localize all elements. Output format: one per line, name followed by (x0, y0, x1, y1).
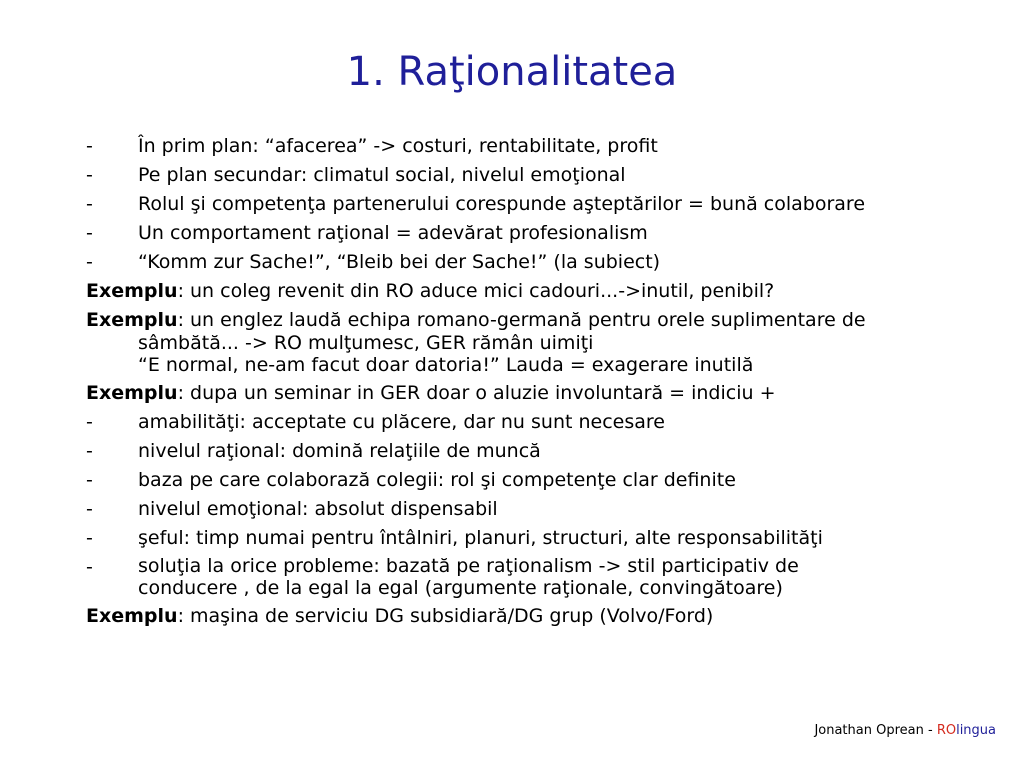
bullet-text: baza pe care colaborază colegii: rol şi competenţe clar definite (138, 469, 736, 491)
bullet-text: şeful: timp numai pentru întâlniri, planuri, structuri, alte responsabilităţi (138, 527, 823, 549)
footer-author: Jonathan Oprean - (814, 723, 937, 738)
bullet-item (86, 497, 986, 521)
bullet-text: amabilităţi: acceptate cu plăcere, dar nu sunt necesare (138, 411, 665, 433)
bullet-dash: - (86, 222, 93, 244)
example-paragraph (86, 381, 986, 405)
example-keyword: Exemplu (86, 309, 178, 331)
bullet-item (86, 410, 986, 434)
bullet-dash: - (86, 411, 93, 433)
bullet-text: nivelul emoţional: absolut dispensabil (138, 498, 498, 520)
bullet-dash: - (86, 251, 93, 273)
example-text: : dupa un seminar in GER doar o aluzie involuntară = indiciu + (177, 382, 776, 404)
bullet-text-continuation: conducere , de la egal la egal (argumente raţionale, convingătoare) (138, 577, 783, 599)
bullet-text: soluţia la orice probleme: bazată pe raţionalism -> stil participativ de (138, 555, 799, 577)
bullet-dash: - (86, 135, 93, 157)
example-keyword: Exemplu (86, 280, 178, 302)
bullet-item (86, 221, 986, 245)
bullet-dash: - (86, 498, 93, 520)
bullet-dash: - (86, 527, 93, 549)
example-keyword: Exemplu (86, 382, 178, 404)
bullet-text: nivelul raţional: domină relaţiile de muncă (138, 440, 541, 462)
bullet-dash: - (86, 193, 93, 215)
bullet-item (86, 526, 986, 550)
example-quote: “E normal, ne-am facut doar datoria!” Lauda = exagerare inutilă (138, 354, 754, 376)
bullet-text: Un comportament raţional = adevărat profesionalism (138, 222, 648, 244)
bullet-item (86, 163, 986, 187)
bullet-dash: - (86, 164, 93, 186)
bullet-text: În prim plan: “afacerea” -> costuri, rentabilitate, profit (138, 135, 658, 157)
example-paragraph (86, 279, 986, 303)
example-text: : un coleg revenit din RO aduce mici cadouri...->inutil, penibil? (177, 280, 775, 302)
example-keyword: Exemplu (86, 605, 178, 627)
bullet-text: Rolul şi competenţa partenerului corespunde aşteptărilor = bună colaborare (138, 193, 866, 215)
bullet-item (86, 468, 986, 492)
example-text-continuation: sâmbătă... -> RO mulţumesc, GER rămân uimiţi (138, 332, 594, 354)
slide-content (86, 134, 986, 633)
bullet-dash: - (86, 440, 93, 462)
bullet-item (86, 439, 986, 463)
footer-credit (814, 722, 996, 740)
bullet-item (86, 192, 986, 216)
slide-title: 1. Raţionalitatea (346, 49, 678, 95)
example-text: : maşina de serviciu DG subsidiară/DG grup (Volvo/Ford) (177, 605, 714, 627)
bullet-item (86, 555, 986, 599)
footer-brand-lingua: lingua (956, 723, 996, 738)
bullet-text: Pe plan secundar: climatul social, nivelul emoţional (138, 164, 626, 186)
bullet-item (86, 250, 986, 274)
bullet-dash: - (86, 469, 93, 491)
footer-brand-ro: RO (936, 723, 957, 738)
example-text: : un englez laudă echipa romano-germană pentru orele suplimentare de (177, 309, 866, 331)
example-paragraph (86, 308, 986, 376)
example-paragraph (86, 604, 986, 628)
bullet-dash: - (86, 556, 93, 578)
bullet-text: “Komm zur Sache!”, “Bleib bei der Sache!” (la subiect) (138, 251, 661, 273)
bullet-item (86, 134, 986, 158)
